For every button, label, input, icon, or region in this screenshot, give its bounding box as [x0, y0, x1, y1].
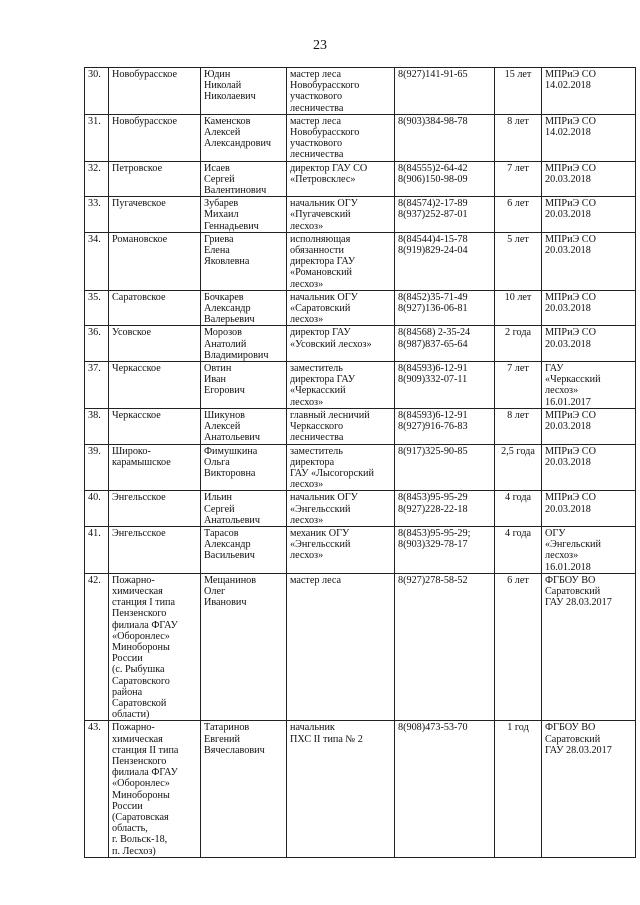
person-name-line: Олег	[204, 585, 226, 597]
phone-line: 8(927)278-58-52	[398, 574, 468, 586]
experience-cell: 7 лет	[495, 161, 542, 197]
forestry-line: области)	[112, 709, 150, 721]
forestry-line: Энгельсское	[112, 492, 166, 504]
forestry-cell	[109, 114, 201, 161]
experience-cell: 2,5 года	[495, 444, 542, 491]
forestry-cell	[109, 721, 201, 857]
forestry-line: Черкасское	[112, 409, 161, 421]
person-name-line: Сергей	[204, 173, 235, 185]
person-name-line: Алексей	[204, 127, 241, 139]
certification-line: лесхоз»	[545, 385, 579, 397]
certification-line: МПРиЭ СО	[545, 327, 596, 339]
forestry-line: станция I типа	[112, 597, 176, 609]
experience-cell: 1 год	[495, 721, 542, 857]
position-line: директора	[290, 456, 335, 468]
person-name-cell	[201, 68, 287, 115]
phone-line: 8(937)252-87-01	[398, 209, 468, 221]
position-line: лесхоз»	[290, 220, 324, 232]
person-name-cell	[201, 197, 287, 233]
row-number-cell: 30.	[85, 68, 109, 115]
table-row	[85, 362, 636, 409]
table-row	[85, 444, 636, 491]
certification-cell	[542, 68, 636, 115]
certification-line: ФГБОУ ВО	[545, 722, 596, 734]
certification-line: МПРиЭ СО	[545, 445, 596, 457]
certification-line: 20.03.2018	[545, 303, 591, 315]
person-name-cell	[201, 408, 287, 444]
certification-line: МПРиЭ СО	[545, 409, 596, 421]
forestry-cell	[109, 197, 201, 233]
forestry-line: Романовское	[112, 233, 168, 245]
certification-line: ГАУ 28.03.2017	[545, 744, 612, 756]
position-line: лесхоз»	[290, 514, 324, 526]
row-number-cell: 33.	[85, 197, 109, 233]
position-line: «Усовский лесхоз»	[290, 338, 372, 350]
certification-line: 14.02.2018	[545, 80, 591, 92]
position-line: начальник ОГУ	[290, 291, 358, 303]
table-row	[85, 721, 636, 857]
phone-line: 8(927)136-06-81	[398, 303, 468, 315]
person-name-line: Анатольевич	[204, 514, 260, 526]
person-name-line: Васильевич	[204, 550, 255, 562]
person-name-line: Николай	[204, 80, 242, 92]
certification-line: 16.01.2017	[545, 396, 591, 408]
position-cell	[287, 232, 395, 290]
forestry-cell	[109, 573, 201, 721]
forestry-line: «Оборонлес»	[112, 778, 170, 790]
row-number-cell: 36.	[85, 326, 109, 362]
forestry-cell	[109, 232, 201, 290]
person-name-line: Фимушкина	[204, 445, 258, 457]
forestry-line: Усовское	[112, 327, 152, 339]
position-line: Черкасского	[290, 421, 344, 433]
person-name-line: Елена	[204, 245, 230, 257]
certification-line: МПРиЭ СО	[545, 198, 596, 210]
person-name-line: Михаил	[204, 209, 239, 221]
position-line: мастер леса	[290, 115, 342, 127]
certification-line: Саратовский	[545, 733, 601, 745]
experience-cell: 8 лет	[495, 408, 542, 444]
certification-line: 20.03.2018	[545, 503, 591, 515]
table-row	[85, 161, 636, 197]
person-name-line: Геннадьевич	[204, 220, 259, 232]
certification-line: лесхоз»	[545, 550, 579, 562]
position-cell	[287, 161, 395, 197]
experience-cell: 4 года	[495, 491, 542, 527]
position-line: ПХС II типа № 2	[290, 733, 363, 745]
phone-line: 8(8452)35-71-49	[398, 291, 468, 303]
certification-line: МПРиЭ СО	[545, 492, 596, 504]
experience-cell: 7 лет	[495, 362, 542, 409]
person-name-line: Ильин	[204, 492, 232, 504]
position-line: «Энгельсский	[290, 539, 351, 551]
person-name-cell	[201, 721, 287, 857]
experience-cell: 8 лет	[495, 114, 542, 161]
person-name-line: Иванович	[204, 597, 247, 609]
position-cell	[287, 573, 395, 721]
forestry-line: г. Вольск-18,	[112, 834, 168, 846]
certification-cell	[542, 326, 636, 362]
phone-line: 8(906)150-98-09	[398, 173, 468, 185]
position-line: «Черкасский	[290, 385, 346, 397]
person-name-line: Егорович	[204, 385, 245, 397]
person-name-line: Александр	[204, 303, 251, 315]
person-name-line: Владимирович	[204, 349, 269, 361]
certification-line: МПРиЭ СО	[545, 162, 596, 174]
forestry-cell	[109, 326, 201, 362]
table-row	[85, 526, 636, 573]
position-line: директора ГАУ	[290, 374, 356, 386]
phone-line: 8(8453)95-95-29;	[398, 527, 471, 539]
phone-line: 8(927)228-22-18	[398, 503, 468, 515]
certification-cell	[542, 721, 636, 857]
forestry-line: России	[112, 653, 143, 665]
forestry-line: карамышское	[112, 456, 171, 468]
phone-line: 8(908)473-53-70	[398, 722, 468, 734]
person-name-line: Овтин	[204, 363, 232, 375]
position-line: ГАУ «Лысогорский	[290, 467, 374, 479]
person-name-line: Бочкарев	[204, 291, 244, 303]
certification-cell	[542, 526, 636, 573]
phone-line: 8(917)325-90-85	[398, 445, 468, 457]
phone-cell	[395, 161, 495, 197]
forestry-line: (Саратовская	[112, 812, 169, 823]
phone-line: 8(903)329-78-17	[398, 539, 468, 551]
position-line: мастер леса	[290, 69, 342, 80]
row-number-cell: 37.	[85, 362, 109, 409]
forestry-line: района	[112, 686, 143, 698]
row-number-cell: 43.	[85, 721, 109, 857]
person-name-line: Ольга	[204, 456, 230, 468]
forestry-line: Черкасское	[112, 363, 161, 375]
position-line: мастер леса	[290, 574, 342, 586]
certification-line: 20.03.2018	[545, 209, 591, 221]
row-number-cell: 41.	[85, 526, 109, 573]
person-name-line: Морозов	[204, 327, 242, 339]
position-cell	[287, 68, 395, 115]
phone-cell	[395, 491, 495, 527]
person-name-line: Исаев	[204, 162, 230, 174]
certification-cell	[542, 114, 636, 161]
position-cell	[287, 444, 395, 491]
person-name-line: Александрович	[204, 138, 272, 150]
forestry-line: Петровское	[112, 162, 163, 174]
position-line: лесничества	[290, 432, 344, 444]
certification-cell	[542, 491, 636, 527]
certification-line: МПРиЭ СО	[545, 233, 596, 245]
position-line: начальник	[290, 722, 335, 734]
phone-cell	[395, 290, 495, 326]
phone-line: 8(909)332-07-11	[398, 374, 468, 386]
position-line: лесхоз»	[290, 314, 324, 326]
person-name-line: Татаринов	[204, 722, 250, 734]
certification-line: 20.03.2018	[545, 456, 591, 468]
forestry-line: область,	[112, 823, 148, 835]
position-line: лесничества	[290, 149, 344, 161]
person-name-line: Анатолий	[204, 338, 247, 350]
forestry-line: (с. Рыбушка	[112, 664, 165, 676]
phone-line: 8(927)141-91-65	[398, 69, 468, 80]
person-name-line: Гриева	[204, 233, 234, 245]
phone-line: 8(84574)2-17-89	[398, 198, 468, 210]
forestry-line: Саратовского	[112, 675, 170, 687]
position-line: лесхоз»	[290, 278, 324, 290]
forestry-line: Пензенского	[112, 755, 167, 767]
person-name-cell	[201, 526, 287, 573]
position-cell	[287, 362, 395, 409]
person-name-line: Николаевич	[204, 91, 256, 103]
forestry-cell	[109, 526, 201, 573]
certification-line: ГАУ	[545, 363, 564, 375]
forestry-line: Пожарно-	[112, 574, 155, 586]
forestry-line: химическая	[112, 733, 163, 745]
phone-line: 8(927)916-76-83	[398, 421, 468, 433]
certification-cell	[542, 444, 636, 491]
position-line: участкового	[290, 91, 343, 103]
position-cell	[287, 290, 395, 326]
phone-cell	[395, 526, 495, 573]
certification-line: 20.03.2018	[545, 338, 591, 350]
certification-cell	[542, 362, 636, 409]
table-row	[85, 408, 636, 444]
position-line: главный лесничий	[290, 409, 370, 421]
position-line: лесничества	[290, 102, 344, 114]
phone-line: 8(84555)2-64-42	[398, 162, 468, 174]
forestry-line: Саратовской	[112, 697, 167, 709]
person-name-cell	[201, 114, 287, 161]
forestry-line: Пугачевское	[112, 198, 166, 210]
person-name-line: Евгений	[204, 733, 240, 745]
position-line: участкового	[290, 138, 343, 150]
experience-cell: 4 года	[495, 526, 542, 573]
forestry-line: п. Лесхоз)	[112, 845, 156, 857]
table-row	[85, 232, 636, 290]
certification-line: «Черкасский	[545, 374, 601, 386]
person-name-line: Александр	[204, 539, 251, 551]
position-line: лесхоз»	[290, 479, 324, 491]
forestry-cell	[109, 444, 201, 491]
position-line: начальник ОГУ	[290, 198, 358, 210]
phone-line: 8(84544)4-15-78	[398, 233, 468, 245]
row-number-cell: 32.	[85, 161, 109, 197]
forestry-cell	[109, 161, 201, 197]
staff-table	[84, 67, 636, 858]
table-row	[85, 573, 636, 721]
person-name-line: Валентинович	[204, 185, 267, 197]
position-line: исполняющая	[290, 233, 351, 245]
person-name-cell	[201, 232, 287, 290]
table-row	[85, 68, 636, 115]
person-name-line: Вячеславович	[204, 744, 265, 756]
phone-line: 8(84593)6-12-91	[398, 409, 468, 421]
forestry-line: химическая	[112, 585, 163, 597]
phone-cell	[395, 444, 495, 491]
person-name-line: Каменсков	[204, 115, 251, 127]
certification-line: МПРиЭ СО	[545, 115, 596, 127]
position-line: директор ГАУ СО	[290, 162, 368, 174]
person-name-line: Викторовна	[204, 467, 256, 479]
person-name-cell	[201, 491, 287, 527]
forestry-cell	[109, 362, 201, 409]
table-row	[85, 197, 636, 233]
row-number-cell: 31.	[85, 114, 109, 161]
phone-cell	[395, 721, 495, 857]
position-line: «Саратовский	[290, 303, 351, 315]
forestry-line: Пожарно-	[112, 722, 155, 734]
row-number-cell: 34.	[85, 232, 109, 290]
person-name-cell	[201, 444, 287, 491]
position-line: лесхоз»	[290, 550, 324, 562]
position-line: «Петровсклес»	[290, 173, 356, 185]
person-name-line: Шикунов	[204, 409, 245, 421]
forestry-line: Энгельсское	[112, 527, 166, 539]
forestry-line: филиала ФГАУ	[112, 767, 178, 779]
person-name-cell	[201, 290, 287, 326]
certification-cell	[542, 232, 636, 290]
experience-cell: 6 лет	[495, 573, 542, 721]
position-cell	[287, 114, 395, 161]
forestry-cell	[109, 68, 201, 115]
position-cell	[287, 526, 395, 573]
table-row	[85, 326, 636, 362]
experience-cell: 5 лет	[495, 232, 542, 290]
table-row	[85, 290, 636, 326]
person-name-line: Юдин	[204, 69, 231, 80]
certification-line: Саратовский	[545, 585, 601, 597]
page-number: 23	[313, 38, 327, 53]
certification-cell	[542, 197, 636, 233]
position-line: «Романовский	[290, 267, 352, 279]
forestry-line: Пензенского	[112, 608, 167, 620]
experience-cell: 6 лет	[495, 197, 542, 233]
forestry-cell	[109, 408, 201, 444]
row-number-cell: 35.	[85, 290, 109, 326]
certification-cell	[542, 161, 636, 197]
experience-cell: 10 лет	[495, 290, 542, 326]
person-name-cell	[201, 573, 287, 721]
phone-line: 8(84593)6-12-91	[398, 363, 468, 375]
row-number-cell: 39.	[85, 444, 109, 491]
phone-cell	[395, 362, 495, 409]
table-body	[85, 68, 636, 858]
person-name-cell	[201, 326, 287, 362]
row-number-cell: 38.	[85, 408, 109, 444]
forestry-line: филиала ФГАУ	[112, 619, 178, 631]
certification-line: МПРиЭ СО	[545, 291, 596, 303]
forestry-line: Новобурасское	[112, 69, 178, 80]
phone-cell	[395, 232, 495, 290]
phone-line: 8(8453)95-95-29	[398, 492, 468, 504]
row-number-cell: 40.	[85, 491, 109, 527]
person-name-line: Валерьевич	[204, 314, 255, 326]
person-name-line: Сергей	[204, 503, 235, 515]
person-name-cell	[201, 161, 287, 197]
position-line: директора ГАУ	[290, 256, 356, 268]
certification-line: МПРиЭ СО	[545, 69, 596, 80]
certification-line: «Энгельский	[545, 539, 601, 551]
certification-line: ФГБОУ ВО	[545, 574, 596, 586]
person-name-line: Яковлевна	[204, 256, 250, 268]
position-line: Новобурасского	[290, 127, 360, 139]
forestry-line: России	[112, 800, 143, 812]
position-cell	[287, 721, 395, 857]
forestry-line: Минобороны	[112, 641, 170, 653]
position-line: начальник ОГУ	[290, 492, 358, 504]
person-name-line: Зубарев	[204, 198, 239, 210]
phone-cell	[395, 197, 495, 233]
certification-cell	[542, 573, 636, 721]
position-line: механик ОГУ	[290, 527, 350, 539]
phone-line: 8(84568) 2-35-24	[398, 327, 471, 339]
person-name-line: Анатольевич	[204, 432, 260, 444]
position-line: заместитель	[290, 363, 343, 375]
position-line: «Пугачевский	[290, 209, 351, 221]
phone-line: 8(987)837-65-64	[398, 338, 468, 350]
person-name-line: Алексей	[204, 421, 241, 433]
phone-cell	[395, 68, 495, 115]
position-line: заместитель	[290, 445, 343, 457]
certification-line: 16.01.2018	[545, 561, 591, 573]
phone-line: 8(919)829-24-04	[398, 245, 468, 257]
phone-cell	[395, 408, 495, 444]
row-number-cell: 42.	[85, 573, 109, 721]
position-cell	[287, 197, 395, 233]
experience-cell: 15 лет	[495, 68, 542, 115]
position-line: лесхоз»	[290, 396, 324, 408]
position-cell	[287, 491, 395, 527]
table-row	[85, 491, 636, 527]
forestry-line: «Оборонлес»	[112, 630, 170, 642]
certification-cell	[542, 290, 636, 326]
forestry-cell	[109, 290, 201, 326]
forestry-cell	[109, 491, 201, 527]
table-row	[85, 114, 636, 161]
person-name-line: Мещанинов	[204, 574, 257, 586]
forestry-line: Широко-	[112, 445, 151, 457]
position-cell	[287, 408, 395, 444]
forestry-line: станция II типа	[112, 744, 179, 756]
certification-line: ОГУ	[545, 527, 566, 539]
certification-line: 14.02.2018	[545, 127, 591, 139]
position-cell	[287, 326, 395, 362]
experience-cell: 2 года	[495, 326, 542, 362]
position-line: Новобурасского	[290, 80, 360, 92]
person-name-cell	[201, 362, 287, 409]
person-name-line: Тарасов	[204, 527, 239, 539]
phone-cell	[395, 114, 495, 161]
certification-cell	[542, 408, 636, 444]
certification-line: 20.03.2018	[545, 421, 591, 433]
phone-line: 8(903)384-98-78	[398, 115, 468, 127]
position-line: «Энгельсский	[290, 503, 351, 515]
certification-line: 20.03.2018	[545, 173, 591, 185]
phone-cell	[395, 573, 495, 721]
person-name-line: Иван	[204, 374, 227, 386]
forestry-line: Новобурасское	[112, 115, 178, 127]
position-line: директор ГАУ	[290, 327, 351, 339]
phone-cell	[395, 326, 495, 362]
forestry-line: Саратовское	[112, 291, 166, 303]
forestry-line: Минобороны	[112, 789, 170, 801]
certification-line: ГАУ 28.03.2017	[545, 597, 612, 609]
certification-line: 20.03.2018	[545, 245, 591, 257]
position-line: обязанности	[290, 245, 344, 257]
